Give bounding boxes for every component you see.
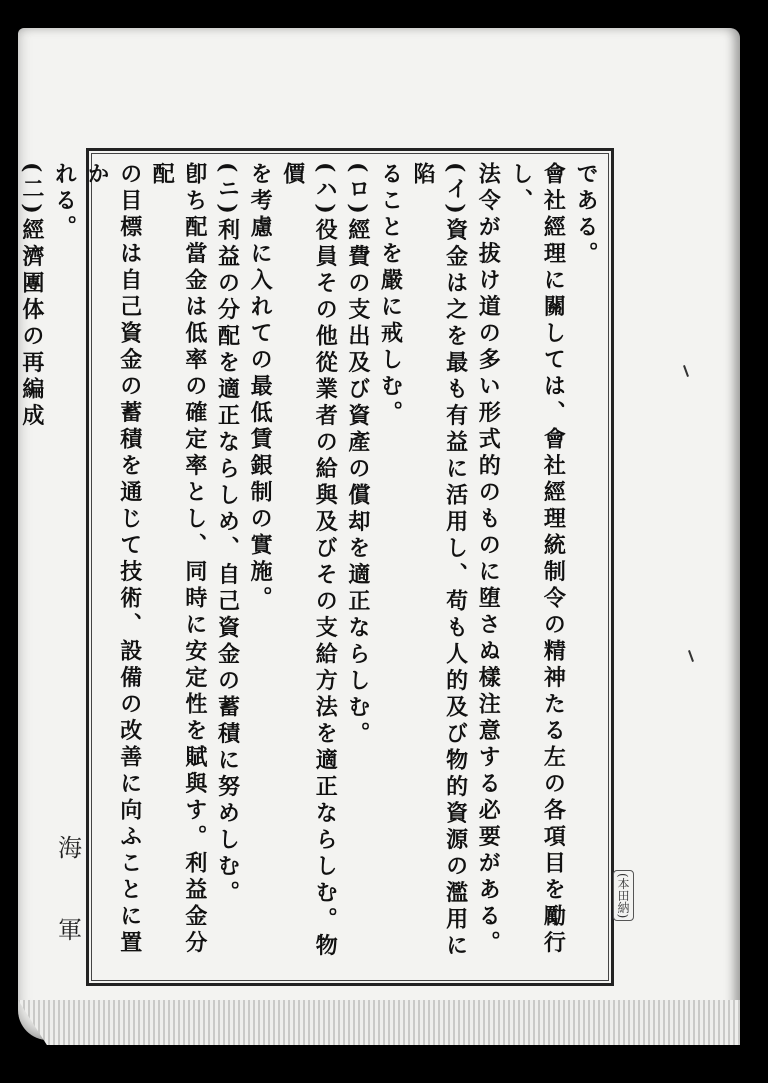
margin-character-gun: 軍 xyxy=(58,916,82,944)
body-line: 會社經理に關しては、會社經理統制令の精神たる左の各項目を勵行し、 xyxy=(507,162,567,957)
body-line: の目標は自己資金の蓄積を通じて技術、設備の改善に向ふことに置か xyxy=(84,162,143,957)
body-line: (二)經濟團体の再編成 xyxy=(18,162,45,431)
body-line: 卽ち配當金は低率の確定率とし、同時に安定性を賦與す。利益金分配 xyxy=(149,162,208,957)
body-line: れる。 xyxy=(51,162,78,242)
body-line: (ロ)經費の支出及び資產の償却を適正ならしむ。 xyxy=(344,162,371,749)
body-line: (ニ)利益の分配を適正ならしめ、自己資金の蓄積に努めしむ。 xyxy=(214,162,241,908)
body-line: である。 xyxy=(573,162,599,268)
document-body xyxy=(18,162,602,962)
body-line: を考慮に入れての最低賃銀制の實施。 xyxy=(247,162,274,613)
archive-stamp: (本田納) xyxy=(613,870,634,921)
body-line: (イ)資金は之を最も有益に活用し、苟も人的及び物的資源の濫用に陷 xyxy=(410,162,469,961)
body-line: 法令が拔け道の多い形式的のものに堕さぬ樣注意する必要がある。 xyxy=(475,162,502,957)
margin-character-umi: 海 xyxy=(58,834,82,862)
page-stack-edge xyxy=(18,1000,740,1045)
body-line: (ハ)役員その他從業者の給與及びその支給方法を適正ならしむ。物價 xyxy=(279,162,339,961)
body-line: ることを嚴に戒しむ。 xyxy=(377,162,404,427)
